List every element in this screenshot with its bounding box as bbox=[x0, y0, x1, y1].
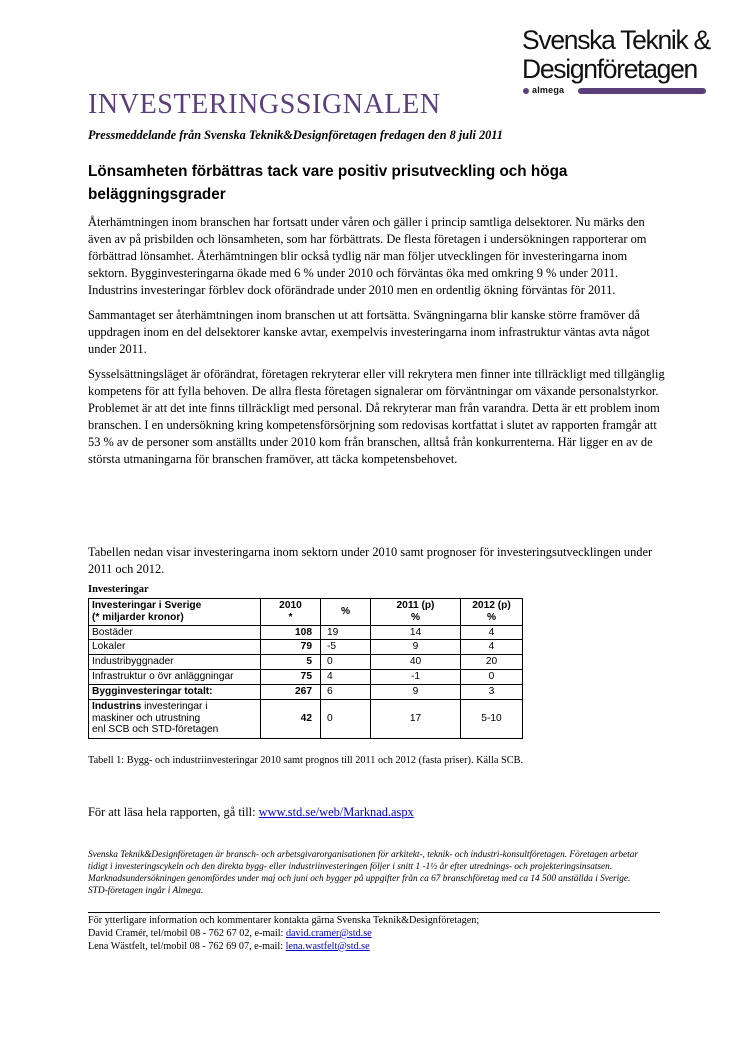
header-label-line1: Investeringar i Sverige bbox=[92, 600, 202, 611]
header-2011-sub: % bbox=[410, 611, 421, 623]
value-pct: 4 bbox=[321, 669, 371, 684]
row-label: Infrastruktur o övr anläggningar bbox=[89, 669, 261, 684]
report-link[interactable]: www.std.se/web/Marknad.aspx bbox=[258, 805, 414, 819]
industry-label-rest: investeringar i bbox=[141, 700, 208, 712]
body-paragraph-3: Sysselsättningsläget är oförändrat, företagen rekryterar eller vill rekrytera men finner inte tillräckligt med tillgänglig kompetens för att fylla behoven. De allra flesta företagen signalerar om förväntningar om växande personalstyrkor. Problemet är att det inte finns tillräckligt med personal. Då rekryterar man från varandra. Detta är ett problem inom branschen. I en undersökning kring kompetensförsörjning som redovisas kortfattat i slutet av rapporten framgår att 53 % av de personer som anställts under 2010 kom från branschen, alltså från konkurrenterna. Här ligger en av de största utmaningarna för branschen framöver, att täcka kompetensbehovet. bbox=[88, 367, 665, 466]
logo-brand-name: almega bbox=[532, 85, 565, 95]
value-2012: 4 bbox=[461, 625, 523, 640]
value-pct: 6 bbox=[321, 684, 371, 699]
value-2011: 40 bbox=[371, 655, 461, 670]
table-header-row bbox=[89, 599, 523, 626]
header-2012: 2012 (p) bbox=[472, 600, 511, 611]
contact-info bbox=[88, 915, 668, 953]
contact-email-link[interactable]: david.cramer@std.se bbox=[285, 927, 372, 939]
press-release-subtitle: Pressmeddelande från Svenska Teknik&Designföretagen fredagen den 8 juli 2011 bbox=[88, 128, 503, 142]
logo-text-line2: Designföretagen bbox=[522, 54, 697, 84]
header-2010: 2010 bbox=[279, 600, 302, 611]
table-intro-text: Tabellen nedan visar investeringarna inom sektorn under 2010 samt prognoser för investeringsutvecklingen under 2011 och 2012. bbox=[88, 545, 653, 576]
industry-label-bold: Industrins bbox=[92, 700, 142, 712]
logo-accent-bar bbox=[578, 88, 706, 94]
contact-person bbox=[88, 928, 668, 941]
industry-label-line1 bbox=[92, 701, 257, 713]
value-2011: 14 bbox=[371, 625, 461, 640]
logo-text-line1: Svenska Teknik & bbox=[522, 25, 710, 55]
value-2011: 9 bbox=[371, 684, 461, 699]
header-pct-cell bbox=[321, 599, 371, 626]
header-2011-cell bbox=[371, 599, 461, 626]
contact-person bbox=[88, 941, 668, 954]
header-label-cell bbox=[89, 599, 261, 626]
row-label: Industribyggnader bbox=[89, 655, 261, 670]
body-paragraph-2: Sammantaget ser återhämtningen inom branschen ut att fortsätta. Svängningarna blir kanske större framöver då uppdragen inom en del delsektorer kanske avtar, exempelvis investeringarna inom infrastruktur väntas avta något under 2011. bbox=[88, 308, 650, 356]
article-headline: Lönsamheten förbättras tack vare positiv prisutveckling och höga beläggningsgrader bbox=[88, 163, 568, 203]
table-row bbox=[89, 625, 523, 640]
table-industry-row bbox=[89, 699, 523, 738]
value-pct: 19 bbox=[321, 625, 371, 640]
table-row bbox=[89, 655, 523, 670]
value-2011: 17 bbox=[371, 699, 461, 738]
industry-label-line2: maskiner och utrustning bbox=[92, 712, 201, 724]
industry-row-label bbox=[89, 699, 261, 738]
value-2011: -1 bbox=[371, 669, 461, 684]
about-organization: Svenska Teknik&Designföretagen är bransch- och arbetsgivarorganisationen för arkitekt-, teknik- och industri-konsultföretagen. Företagen arbetar tidigt i investeringscykeln och den direkta bygg- eller industriinvesteringen följer i snitt 1 -1½ år efter utrednings- och projekteringsinsatsen. Marknadsundersökningen genomfördes under maj och juni och bygger på uppgifter från ca 67 branschföretag med ca 14 500 anställda i Sverige. STD-företagen ingår i Almega. bbox=[88, 850, 638, 897]
value-2010: 267 bbox=[261, 684, 321, 699]
article-body bbox=[88, 214, 668, 476]
header-2010-sub: * bbox=[288, 611, 293, 623]
value-2012: 3 bbox=[461, 684, 523, 699]
table-row bbox=[89, 669, 523, 684]
company-logo bbox=[522, 26, 712, 96]
contact-details: David Cramér, tel/mobil 08 - 762 67 02, e-mail: bbox=[88, 927, 286, 939]
header-2010-cell bbox=[261, 599, 321, 626]
value-2010: 5 bbox=[261, 655, 321, 670]
investment-table bbox=[88, 598, 523, 739]
contact-details: Lena Wästfelt, tel/mobil 08 - 762 69 07, e-mail: bbox=[88, 940, 286, 952]
value-2011: 9 bbox=[371, 640, 461, 655]
industry-label-line3: enl SCB och STD-företagen bbox=[92, 724, 219, 736]
table-row bbox=[89, 640, 523, 655]
contact-intro: För ytterligare information och kommentarer kontakta gärna Svenska Teknik&Designföretagen; bbox=[88, 915, 480, 926]
header-pct: % bbox=[340, 605, 351, 617]
report-prefix: För att läsa hela rapporten, gå till: bbox=[88, 805, 259, 819]
page-title: INVESTERINGSSIGNALEN bbox=[88, 89, 441, 120]
value-2012: 5-10 bbox=[461, 699, 523, 738]
logo-brand-bar bbox=[522, 86, 712, 96]
table-footnote: Tabell 1: Bygg- och industriinvesteringar 2010 samt prognos till 2011 och 2012 (fasta priser). Källa SCB. bbox=[88, 755, 524, 766]
header-label-line2: (* miljarder kronor) bbox=[92, 611, 184, 623]
report-line bbox=[88, 805, 414, 820]
value-2012: 0 bbox=[461, 669, 523, 684]
value-2010: 42 bbox=[261, 699, 321, 738]
header-2012-cell bbox=[461, 599, 523, 626]
value-2010: 79 bbox=[261, 640, 321, 655]
value-2012: 20 bbox=[461, 655, 523, 670]
footer-divider bbox=[88, 912, 660, 913]
value-pct: -5 bbox=[321, 640, 371, 655]
header-2011: 2011 (p) bbox=[396, 600, 435, 611]
value-pct: 0 bbox=[321, 655, 371, 670]
value-2010: 108 bbox=[261, 625, 321, 640]
value-2010: 75 bbox=[261, 669, 321, 684]
table-total-row bbox=[89, 684, 523, 699]
row-label: Bostäder bbox=[89, 625, 261, 640]
value-2012: 4 bbox=[461, 640, 523, 655]
contact-email-link[interactable]: lena.wastfelt@std.se bbox=[285, 940, 370, 952]
logo-dot-icon bbox=[523, 88, 529, 94]
body-paragraph-1: Återhämtningen inom branschen har fortsatt under våren och gäller i princip samtliga delsektorer. Nu märks den även av på prisbilden och lönsamheten, som har förbättrats. De flesta företagen i undersökningen rapporterar om förbättrad lönsamhet. Återhämtningen blir också tydlig när man följer utvecklingen för investeringarna inom sektorn. Bygginvesteringarna ökade med 6 % under 2010 och förväntas öka med omkring 9 % under 2011. Industrins investeringar förblev dock oförändrade under 2010 men en ordentlig ökning förväntas för 2011. bbox=[88, 215, 647, 297]
header-2012-sub: % bbox=[486, 611, 497, 623]
value-pct: 0 bbox=[321, 699, 371, 738]
row-label: Bygginvesteringar totalt: bbox=[89, 684, 261, 699]
table-caption: Investeringar bbox=[88, 584, 149, 595]
row-label: Lokaler bbox=[89, 640, 261, 655]
